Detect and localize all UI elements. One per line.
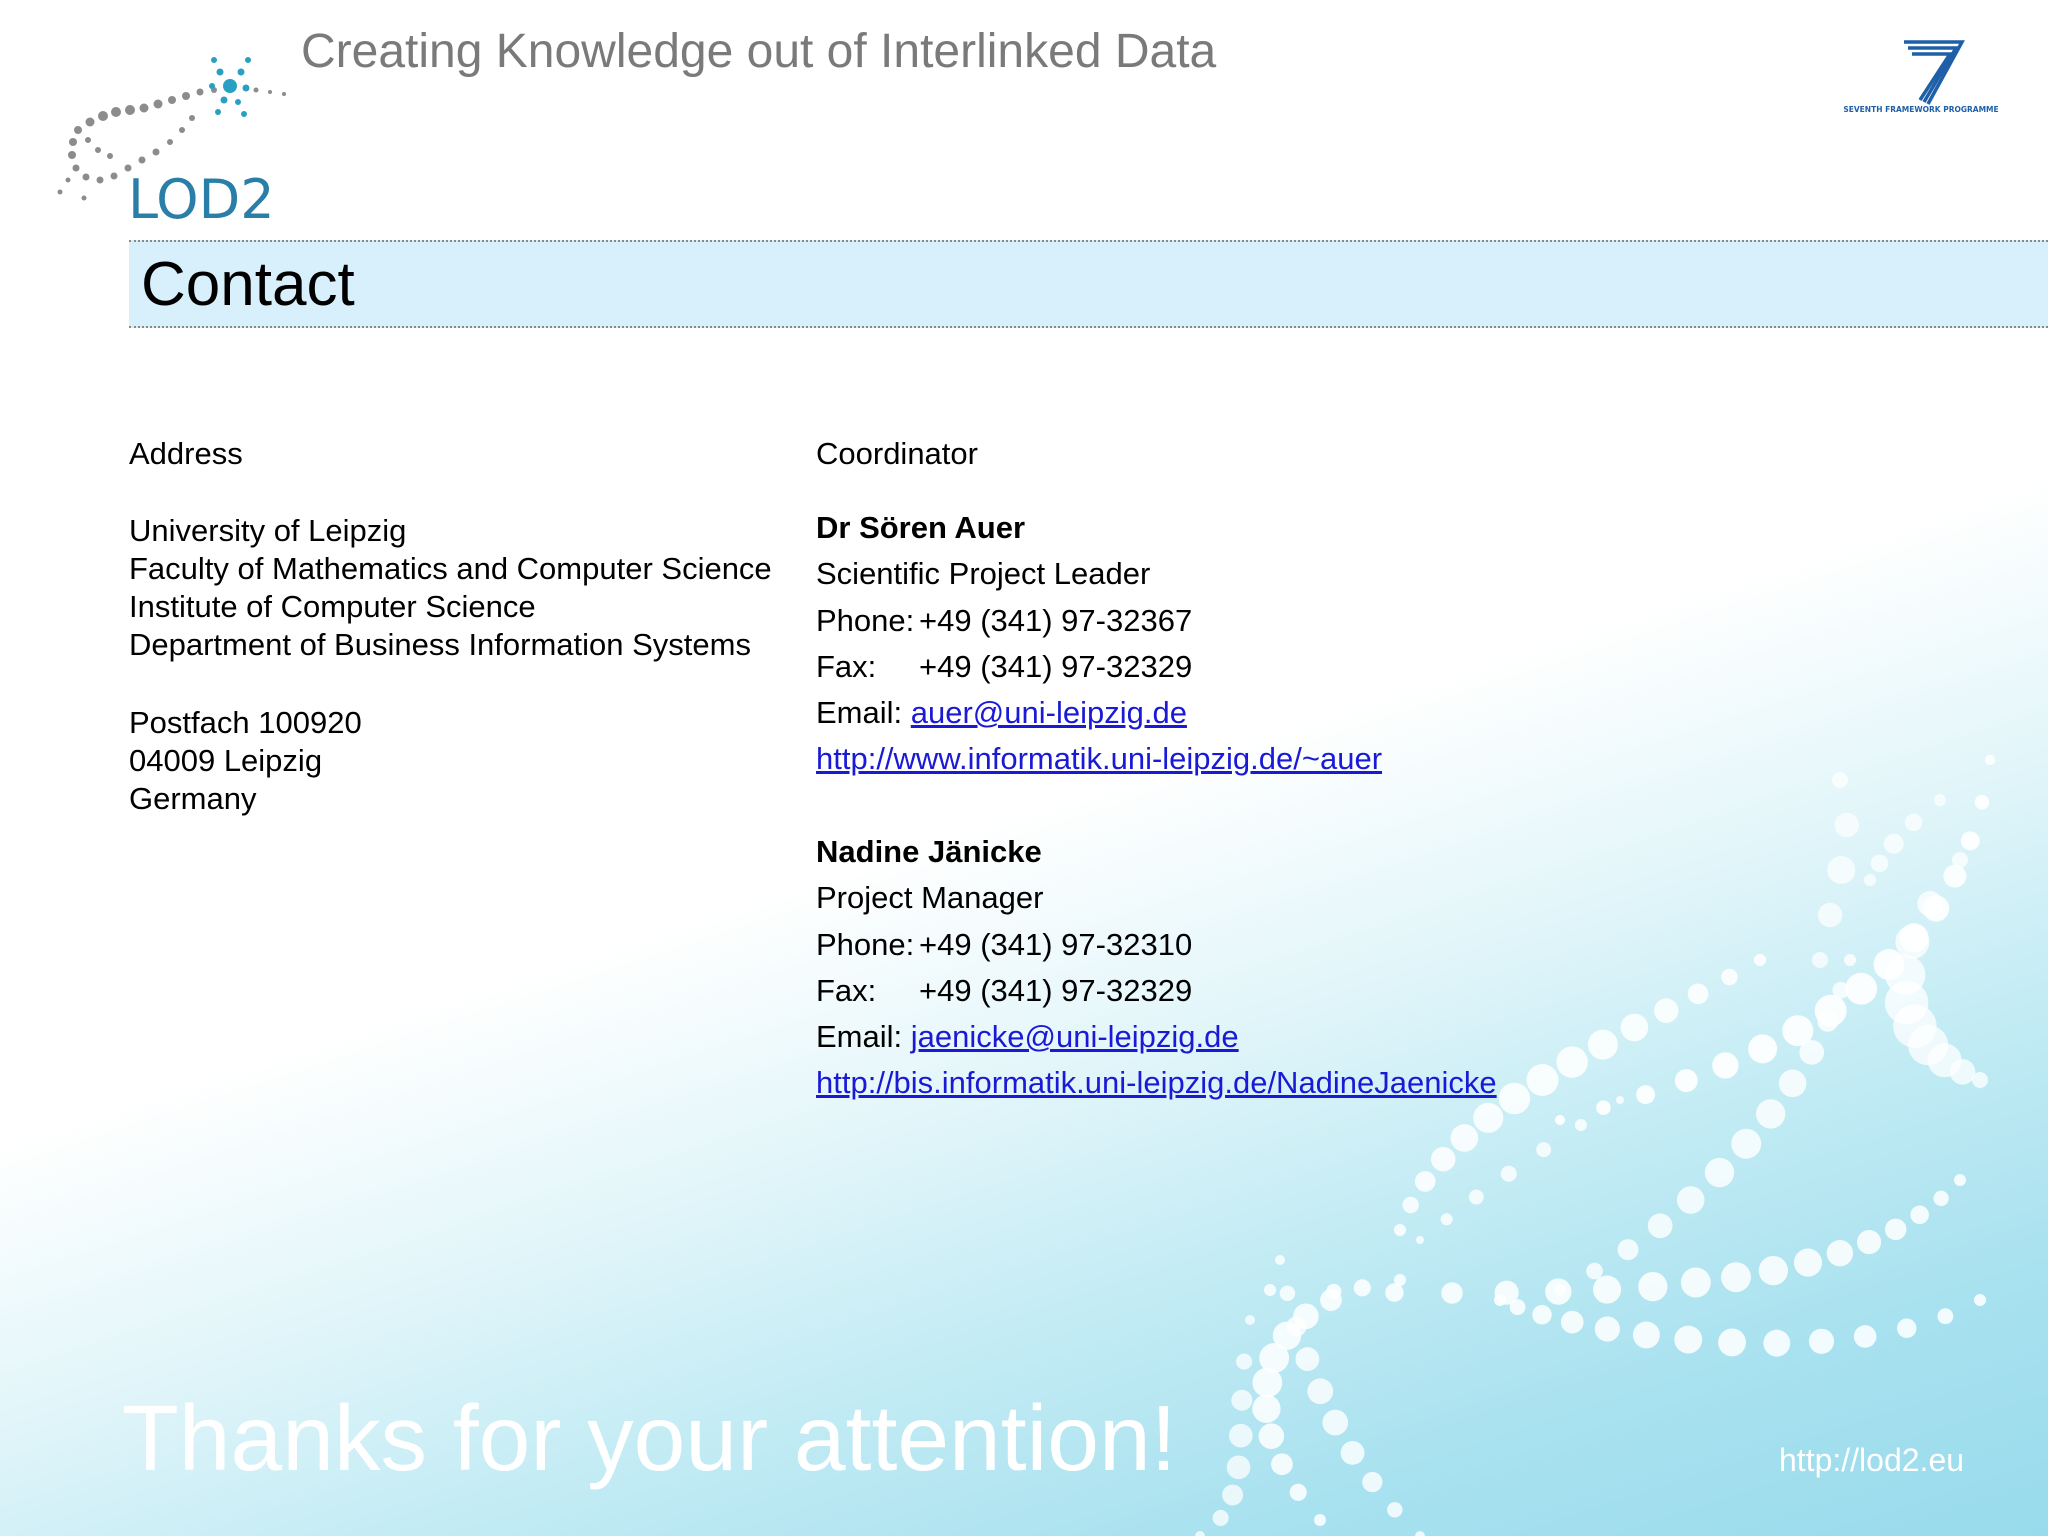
homepage-link[interactable]: http://bis.informatik.uni-leipzig.de/NadineJaenicke bbox=[816, 1065, 1497, 1101]
lod2-logo bbox=[48, 30, 338, 230]
contact-card-jaenicke bbox=[816, 829, 1497, 1107]
fax-value: +49 (341) 97-32329 bbox=[919, 972, 1193, 1008]
phone-value: +49 (341) 97-32310 bbox=[919, 926, 1193, 962]
tagline: Creating Knowledge out of Interlinked Data bbox=[301, 25, 1217, 78]
page-title: Contact bbox=[141, 250, 355, 319]
footer-url[interactable]: http://lod2.eu bbox=[1779, 1442, 1965, 1478]
postal-line: Germany bbox=[129, 781, 257, 816]
contact-url bbox=[816, 1060, 1497, 1106]
contact-url bbox=[816, 736, 1382, 782]
email-label: Email: bbox=[816, 695, 903, 731]
contact-name: Dr Sören Auer bbox=[816, 510, 1026, 545]
contact-phone bbox=[816, 922, 1497, 968]
address-line: University of Leipzig bbox=[129, 513, 407, 548]
coordinator-heading: Coordinator bbox=[816, 436, 978, 471]
svg-text:SEVENTH FRAMEWORK PROGRAMME: SEVENTH FRAMEWORK PROGRAMME bbox=[1843, 105, 1999, 114]
contact-name: Nadine Jänicke bbox=[816, 834, 1042, 869]
contact-fax bbox=[816, 644, 1382, 690]
fax-value: +49 (341) 97-32329 bbox=[919, 648, 1193, 684]
thanks-message: Thanks for your attention! bbox=[122, 1386, 1177, 1490]
email-link[interactable]: jaenicke@uni-leipzig.de bbox=[910, 1019, 1239, 1055]
postal-line: 04009 Leipzig bbox=[129, 743, 323, 778]
fp7-logo bbox=[1843, 36, 1999, 126]
svg-text:LOD2: LOD2 bbox=[128, 168, 275, 231]
postal-line: Postfach 100920 bbox=[129, 705, 362, 740]
fax-label: Fax: bbox=[816, 972, 877, 1008]
title-bar bbox=[129, 240, 2048, 328]
homepage-link[interactable]: http://www.informatik.uni-leipzig.de/~auer bbox=[816, 741, 1383, 777]
postal-block bbox=[129, 704, 362, 818]
contact-email bbox=[816, 1014, 1497, 1060]
address-heading: Address bbox=[129, 436, 243, 471]
address-line: Department of Business Information Systems bbox=[129, 627, 751, 662]
address-line: Faculty of Mathematics and Computer Science bbox=[129, 551, 772, 586]
contact-fax bbox=[816, 968, 1497, 1014]
phone-value: +49 (341) 97-32367 bbox=[919, 602, 1193, 638]
email-label: Email: bbox=[816, 1019, 903, 1055]
address-block bbox=[129, 512, 772, 664]
phone-label: Phone: bbox=[816, 602, 915, 638]
contact-card-auer bbox=[816, 505, 1382, 783]
contact-role: Scientific Project Leader bbox=[816, 556, 1151, 592]
fax-label: Fax: bbox=[816, 648, 877, 684]
email-link[interactable]: auer@uni-leipzig.de bbox=[910, 695, 1187, 731]
contact-email bbox=[816, 690, 1382, 736]
phone-label: Phone: bbox=[816, 926, 915, 962]
address-line: Institute of Computer Science bbox=[129, 589, 536, 624]
contact-role: Project Manager bbox=[816, 880, 1044, 916]
contact-phone bbox=[816, 598, 1382, 644]
